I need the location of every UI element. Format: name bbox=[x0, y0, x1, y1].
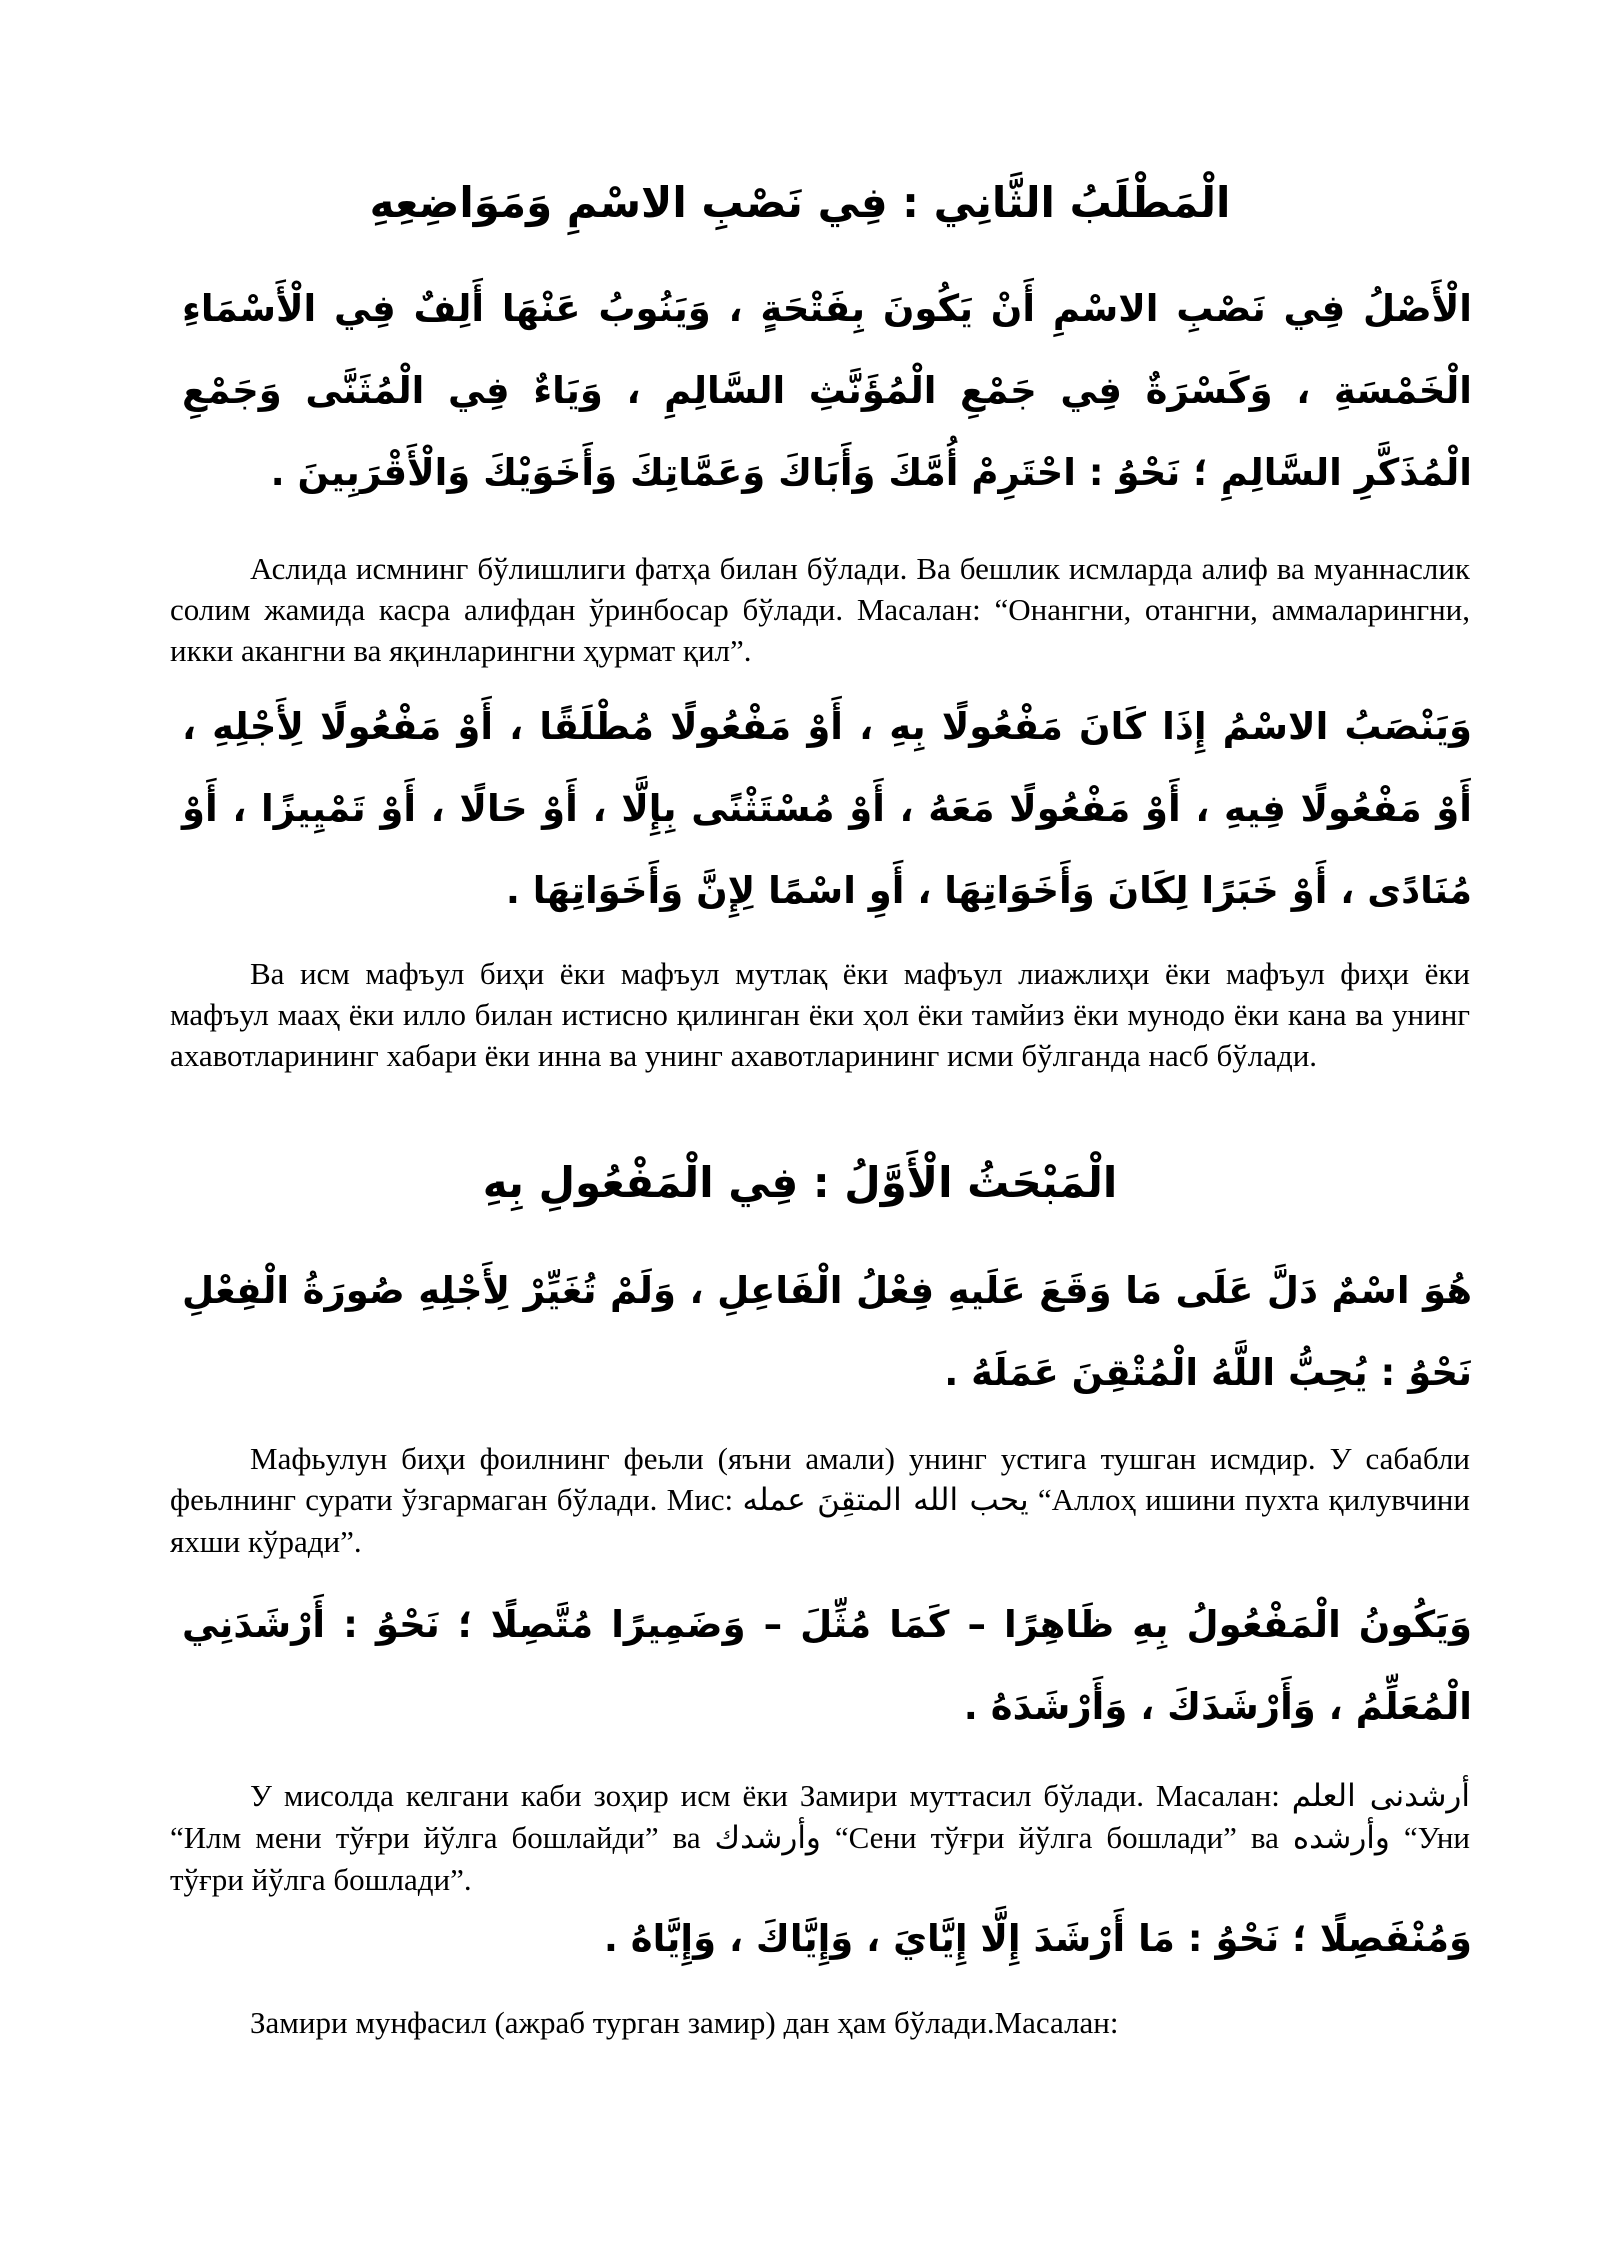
translation-text: Замири мунфасил (ажраб турган замир) дан ҳам бўлади.Масалан: bbox=[250, 2005, 1119, 2040]
translation-segment: “Аллоҳ ишини пухта қилувчини яхши кўради”. bbox=[170, 1482, 1470, 1559]
arabic-paragraph-3: هُوَ اسْمٌ دَلَّ عَلَى مَا وَقَعَ عَلَيهِ فِعْلُ الْفَاعِلِ ، وَلَمْ تُغَيِّرْ لِأَجْلِهِ صُورَةُ الْفِعْلِ نَحْوُ : يُحِبُّ اللَّهُ الْمُتْقِنَ عَمَلَهُ . bbox=[182, 1269, 1472, 1394]
translation-segment: “Уни тўғри йўлга бошлади”. bbox=[170, 1820, 1471, 1897]
arabic-paragraph-5: وَمُنْفَصِلًا ؛ نَحْوُ : مَا أَرْشَدَ إِلَّا إِيَّايَ ، وَإِيَّاكَ ، وَإِيَّاهُ . bbox=[603, 1917, 1472, 1960]
arabic-paragraph-2: وَيَنْصَبُ الاسْمُ إِذَا كَانَ مَفْعُولًا بِهِ ، أَوْ مَفْعُولًا مُطْلَقًا ، أَوْ مَفْعُولًا لِأَجْلِهِ ، أَوْ مَفْعُولًا فِيهِ ، أَوْ مَفْعُولًا مَعَهُ ، أَوْ مُسْتَثْنًى بِإِلَّا ، أَوْ حَالًا ، أَوْ تَمْيِيزًا ، أَوْ مُنَادًى ، أَوْ خَبَرًا لِكَانَ وَأَخَوَاتِهَا ، أَوِ اسْمًا لِإِنَّ وَأَخَوَاتِهَا . bbox=[182, 705, 1472, 912]
translation-paragraph-4 bbox=[170, 1775, 1470, 1900]
translation-paragraph-5 bbox=[170, 2002, 1470, 2043]
translation-text bbox=[170, 1775, 1470, 1900]
arabic-paragraph-4: وَيَكُونُ الْمَفْعُولُ بِهِ ظَاهِرًا – كَمَا مُثِّلَ – وَضَمِيرًا مُتَّصِلًا ؛ نَحْوُ : أَرْشَدَنِي الْمُعَلِّمُ ، وَأَرْشَدَكَ ، وَأَرْشَدَهُ . bbox=[182, 1603, 1472, 1728]
translation-segment: Мафьулун биҳи фоилнинг феьли (яъни амали) унинг устига тушган исмдир. У сабабли феьлнинг сурати ўзгармаган бўлади. Мис: bbox=[170, 1441, 1470, 1517]
inline-arabic-example: يحب الله المتقِنَ عمله bbox=[742, 1482, 1029, 1518]
translation-text: Ва исм мафъул биҳи ёки мафъул мутлақ ёки мафъул лиажлиҳи ёки мафъул фиҳи ёки мафъул мааҳ ёки илло билан истисно қилинган ёки ҳол ёки тамйиз ёки мунодо ёки кана ва унинг ахавотларининг хабари ёки инна ва унинг ахавотларининг исми бўлганда насб бўлади. bbox=[170, 956, 1470, 1073]
inline-arabic-example: وأرشده bbox=[1292, 1820, 1390, 1856]
translation-paragraph-2 bbox=[170, 953, 1470, 1076]
translation-segment: “Сени тўғри йўлга бошлади” ва bbox=[820, 1820, 1293, 1855]
translation-paragraph-1 bbox=[170, 548, 1470, 671]
subsection-title: الْمَبْحَثُ الْأَوَّلُ : فِي الْمَفْعُولِ بِهِ bbox=[482, 1158, 1118, 1207]
translation-text: Аслида исмнинг бўлишлиги фатҳа билан бўлади. Ва бешлик исмларда алиф ва муаннаслик солим жамида касра алифдан ўринбосар бўлади. Масалан: “Онангни, отангни, аммаларингни, икки акангни ва яқинларингни ҳурмат қил”. bbox=[170, 551, 1470, 668]
translation-segment: У мисолда келгани каби зоҳир исм ёки Замири муттасил бўлади. Масалан: bbox=[250, 1778, 1280, 1813]
translation-paragraph-3 bbox=[170, 1438, 1470, 1562]
translation-segment: “Илм мени тўғри йўлга бошлайди” ва bbox=[170, 1820, 715, 1855]
section-title: الْمَطْلَبُ الثَّانِي : فِي نَصْبِ الاسْمِ وَمَوَاضِعِهِ bbox=[369, 178, 1231, 227]
inline-arabic-example: وأرشدك bbox=[714, 1820, 821, 1856]
inline-arabic-example: أرشدنى العلم bbox=[1291, 1778, 1471, 1814]
translation-text bbox=[170, 1438, 1470, 1562]
arabic-paragraph-1: الْأَصْلُ فِي نَصْبِ الاسْمِ أَنْ يَكُونَ بِفَتْحَةٍ ، وَيَنُوبُ عَنْهَا أَلِفٌ فِي الْأَسْمَاءِ الْخَمْسَةِ ، وَكَسْرَةٌ فِي جَمْعِ الْمُؤَنَّثِ السَّالِمِ ، وَيَاءٌ فِي الْمُثَنَّى وَجَمْعِ الْمُذَكَّرِ السَّالِمِ ؛ نَحْوُ : احْتَرِمْ أُمَّكَ وَأَبَاكَ وَعَمَّاتِكَ وَأَخَوَيْكَ وَالْأَقْرَبِينَ . bbox=[182, 287, 1472, 494]
